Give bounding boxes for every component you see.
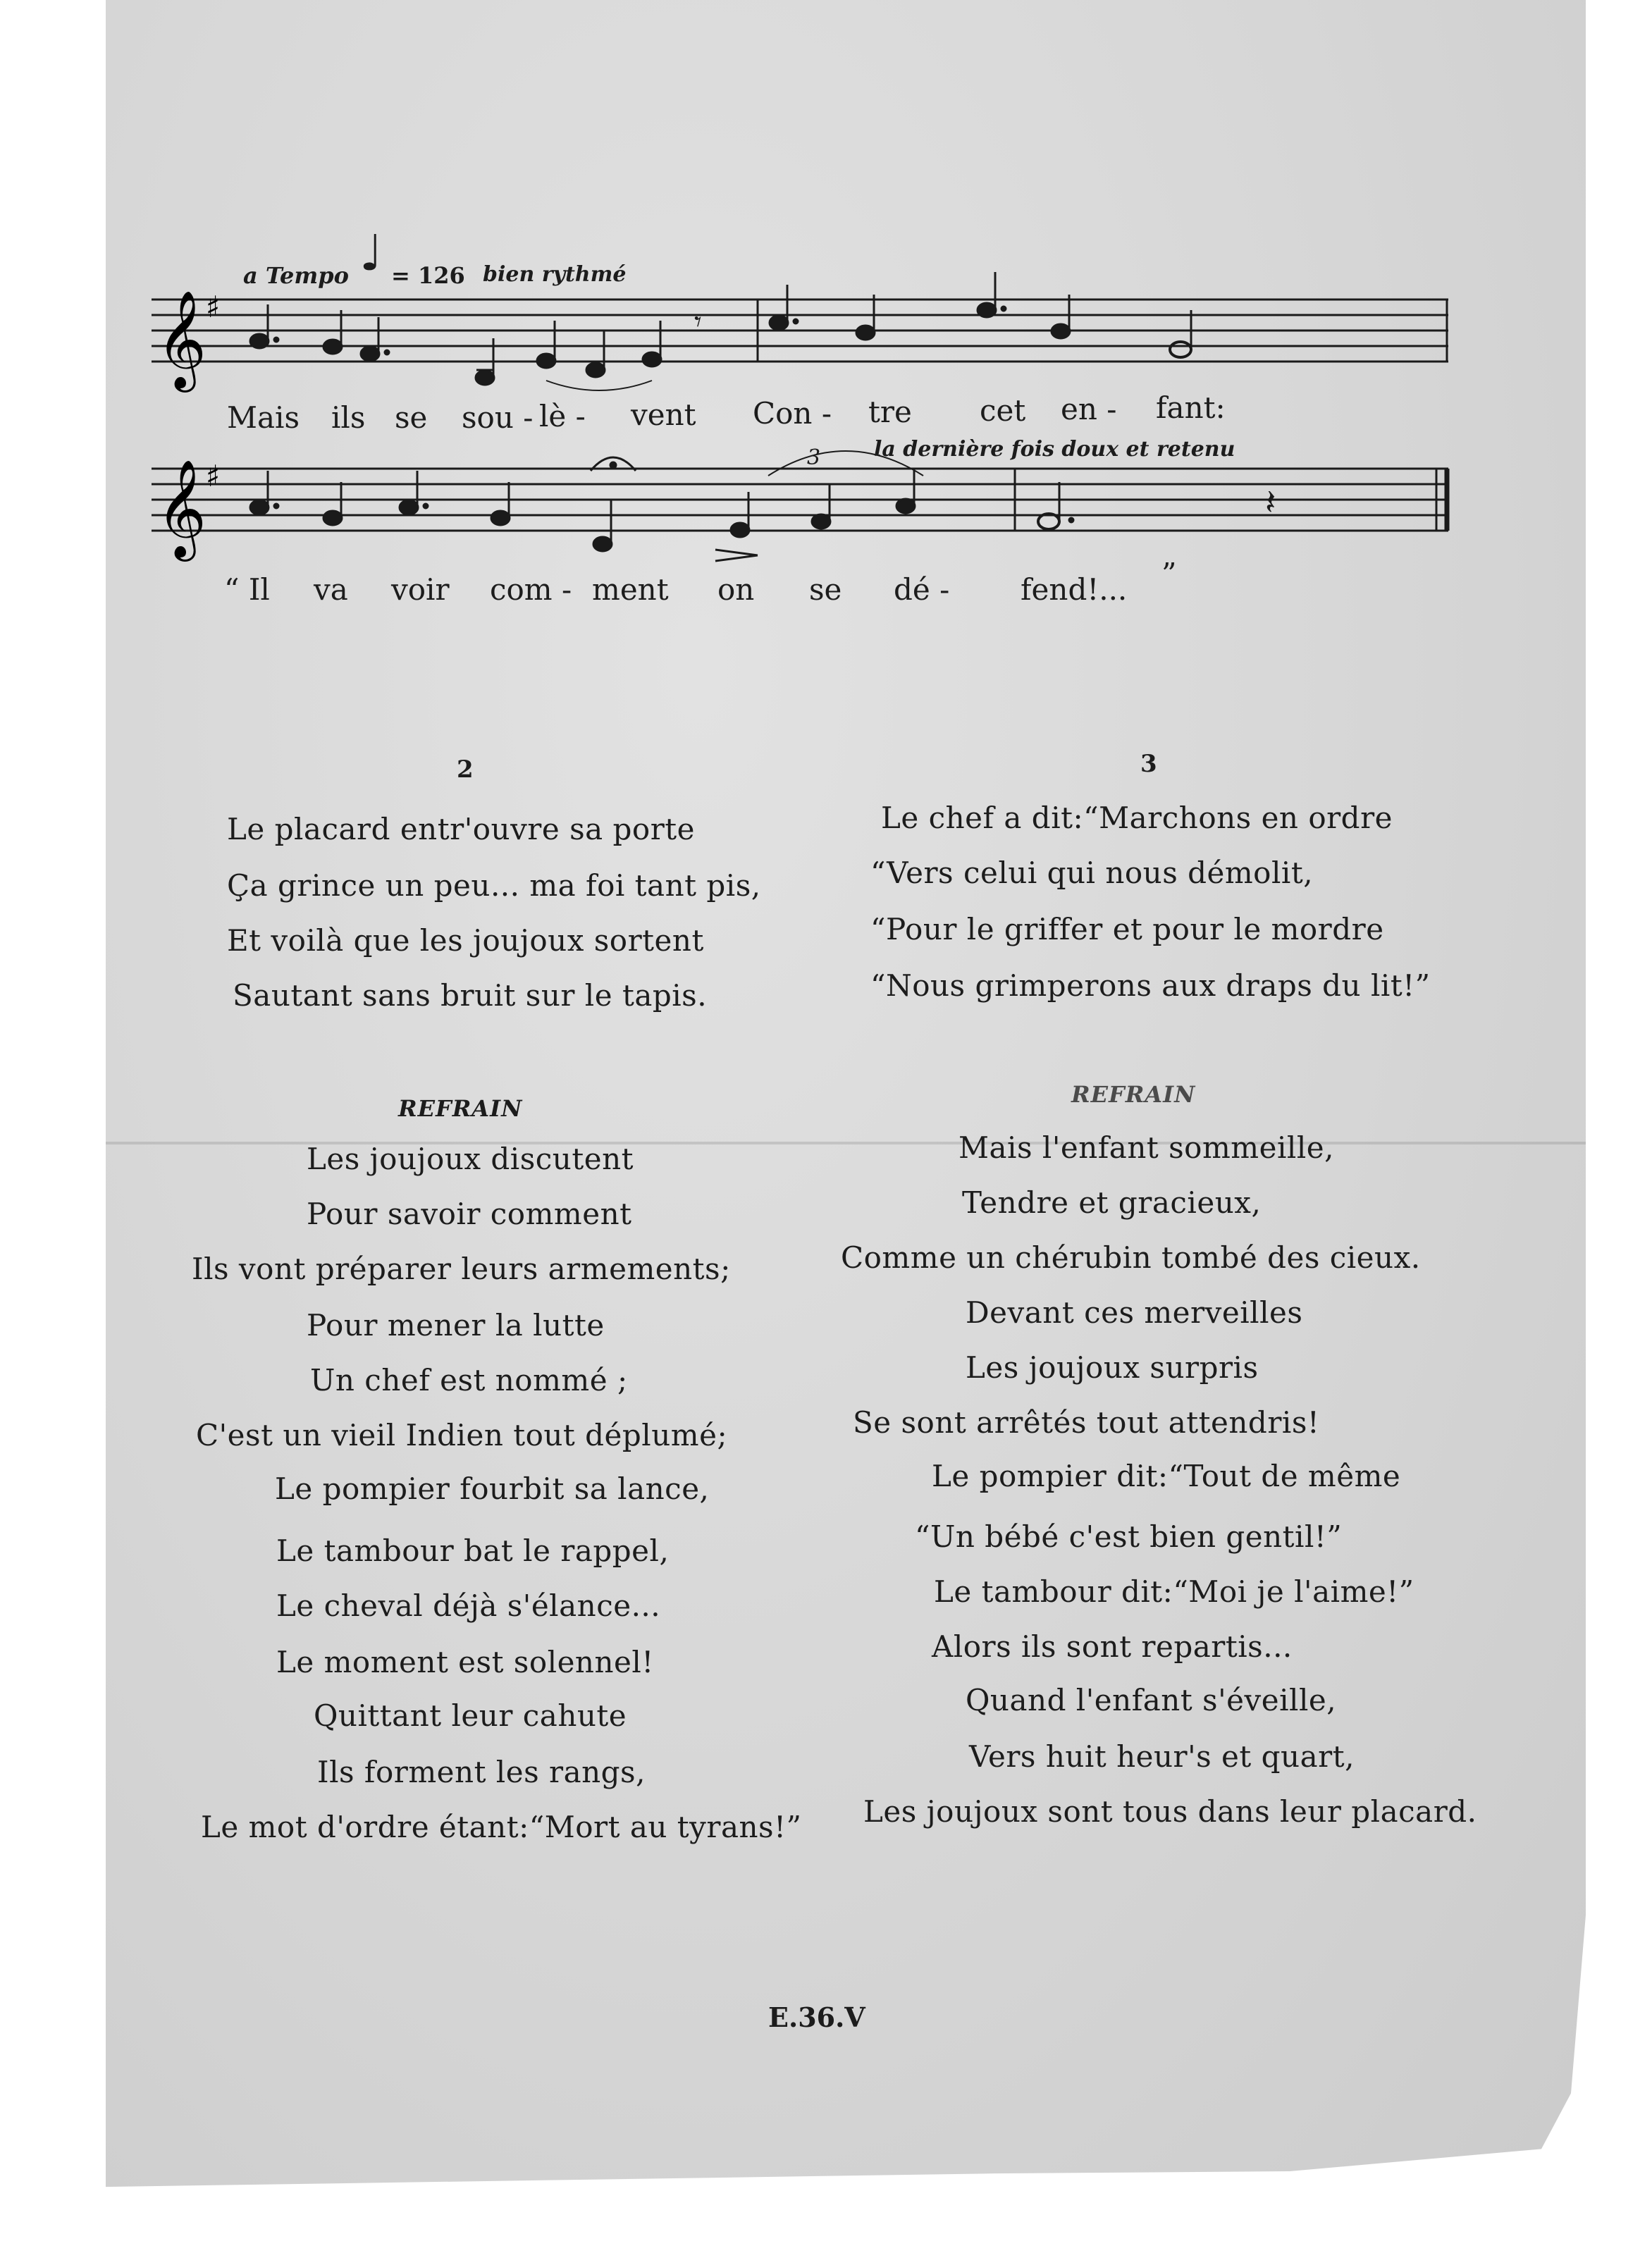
lyric-syllable: voir bbox=[391, 572, 450, 607]
refrain-line: Le tambour bat le rappel, bbox=[276, 1533, 670, 1568]
key-sharp-icon: ♯ bbox=[206, 459, 221, 493]
lyric-syllable: dé - bbox=[894, 572, 950, 607]
verse-line: Ça grince un peu... ma foi tant pis, bbox=[227, 868, 761, 903]
expression-marking: la dernière fois doux et retenu bbox=[874, 437, 1235, 462]
eighth-rest-icon: 𝄾 bbox=[694, 306, 702, 338]
tempo-marking: a Tempo bbox=[243, 262, 349, 289]
music-score bbox=[0, 0, 1652, 634]
lyric-syllable: ils bbox=[331, 400, 366, 435]
note bbox=[400, 500, 418, 514]
catalog-number: E.36.V bbox=[768, 2001, 865, 2033]
note bbox=[1170, 342, 1191, 357]
refrain-line: Quand l'enfant s'éveille, bbox=[966, 1683, 1337, 1717]
lyric-syllable: ” bbox=[1161, 557, 1177, 591]
note bbox=[896, 499, 915, 513]
note bbox=[537, 354, 555, 368]
lyric-syllable: Con - bbox=[753, 396, 832, 431]
verse-line: Et voilà que les joujoux sortent bbox=[227, 923, 704, 958]
accent-icon bbox=[715, 550, 758, 555]
refrain-line: Mais l'enfant sommeille, bbox=[958, 1130, 1334, 1165]
verse-line: Sautant sans bruit sur le tapis. bbox=[233, 978, 708, 1013]
verse-line: “Pour le griffer et pour le mordre bbox=[870, 912, 1384, 946]
lyric-syllable: se bbox=[809, 572, 842, 607]
refrain-line: Se sont arrêtés tout attendris! bbox=[853, 1405, 1320, 1440]
verse-line: “Vers celui qui nous démolit, bbox=[870, 856, 1314, 890]
lyric-syllable: en - bbox=[1061, 392, 1117, 426]
lyric-syllable: sou - bbox=[462, 400, 534, 435]
verse-number: 3 bbox=[1140, 750, 1157, 778]
note bbox=[586, 363, 605, 377]
quarter-rest-icon: 𝄽 bbox=[1265, 482, 1276, 523]
key-sharp-icon: ♯ bbox=[206, 290, 221, 324]
note bbox=[361, 347, 379, 361]
verse-number: 2 bbox=[457, 755, 474, 784]
lyric-syllable: ment bbox=[592, 572, 669, 607]
note bbox=[1052, 324, 1070, 338]
refrain-line: Les joujoux surpris bbox=[966, 1350, 1259, 1385]
tuplet-number: 3 bbox=[807, 445, 821, 470]
quarter-note-icon: ♩ bbox=[359, 224, 383, 282]
refrain-line: Alors ils sont repartis... bbox=[932, 1629, 1293, 1664]
verse-line: Le chef a dit:“Marchons en ordre bbox=[881, 801, 1393, 835]
lyric-syllable: lè - bbox=[539, 399, 586, 433]
staff2-notes bbox=[250, 451, 1276, 561]
note bbox=[323, 511, 342, 525]
refrain-line: Quittant leur cahute bbox=[314, 1698, 627, 1733]
staff-2 bbox=[152, 469, 1448, 531]
refrain-line: Le pompier fourbit sa lance, bbox=[275, 1471, 710, 1506]
lyric-syllable: fant: bbox=[1156, 390, 1226, 425]
note bbox=[250, 500, 269, 514]
note bbox=[643, 352, 661, 366]
refrain-line: Les joujoux sont tous dans leur placard. bbox=[863, 1794, 1477, 1829]
lyric-syllable: vent bbox=[631, 397, 696, 432]
refrain-line: C'est un vieil Indien tout déplumé; bbox=[196, 1418, 728, 1452]
refrain-line: Comme un chérubin tombé des cieux. bbox=[841, 1240, 1421, 1275]
refrain-line: Le tambour dit:“Moi je l'aime!” bbox=[934, 1574, 1414, 1609]
tempo-value: = 126 bbox=[391, 262, 465, 289]
lyric-syllable: se bbox=[395, 400, 428, 435]
refrain-label: REFRAIN bbox=[1071, 1081, 1196, 1108]
lyric-syllable: “ Il bbox=[224, 572, 270, 607]
note bbox=[323, 340, 342, 354]
verse-line: Le placard entr'ouvre sa porte bbox=[227, 812, 696, 846]
note bbox=[770, 316, 788, 330]
lyric-syllable: cet bbox=[980, 393, 1026, 428]
lyric-syllable: tre bbox=[868, 395, 912, 429]
note bbox=[491, 511, 510, 525]
refrain-line: Ils vont préparer leurs armements; bbox=[192, 1252, 731, 1286]
refrain-line: Le mot d'ordre étant:“Mort au tyrans!” bbox=[201, 1810, 802, 1844]
note bbox=[593, 537, 612, 551]
lyric-syllable: com - bbox=[490, 572, 572, 607]
refrain-line: Les joujoux discutent bbox=[307, 1142, 634, 1176]
refrain-line: Pour savoir comment bbox=[307, 1197, 632, 1231]
note bbox=[250, 334, 269, 348]
refrain-line: Tendre et gracieux, bbox=[962, 1185, 1262, 1220]
refrain-line: Pour mener la lutte bbox=[307, 1308, 605, 1343]
note bbox=[731, 523, 749, 537]
tie bbox=[546, 381, 652, 390]
refrain-line: Ils forment les rangs, bbox=[317, 1755, 646, 1789]
lyric-syllable: Mais bbox=[227, 400, 300, 435]
refrain-line: Devant ces merveilles bbox=[966, 1295, 1303, 1330]
lyric-syllable: va bbox=[314, 572, 348, 607]
note bbox=[812, 514, 830, 529]
verse-line: “Nous grimperons aux draps du lit!” bbox=[870, 968, 1431, 1003]
note bbox=[978, 303, 996, 317]
note bbox=[856, 326, 875, 340]
tempo-expression: bien rythmé bbox=[483, 262, 627, 287]
staff-1 bbox=[152, 300, 1448, 362]
refrain-line: Vers huit heur's et quart, bbox=[969, 1739, 1355, 1774]
lyric-syllable: on bbox=[717, 572, 755, 607]
refrain-line: Le pompier dit:“Tout de même bbox=[932, 1459, 1401, 1493]
treble-clef-icon: 𝄞 bbox=[156, 290, 207, 388]
refrain-line: Un chef est nommé ; bbox=[310, 1363, 628, 1397]
note bbox=[476, 371, 494, 385]
refrain-line: Le moment est solennel! bbox=[276, 1645, 654, 1679]
refrain-line: “Un bébé c'est bien gentil!” bbox=[915, 1519, 1343, 1554]
refrain-line: Le cheval déjà s'élance... bbox=[276, 1588, 661, 1623]
treble-clef-icon: 𝄞 bbox=[156, 459, 207, 557]
refrain-label: REFRAIN bbox=[398, 1095, 523, 1122]
lyric-syllable: fend!... bbox=[1021, 572, 1128, 607]
